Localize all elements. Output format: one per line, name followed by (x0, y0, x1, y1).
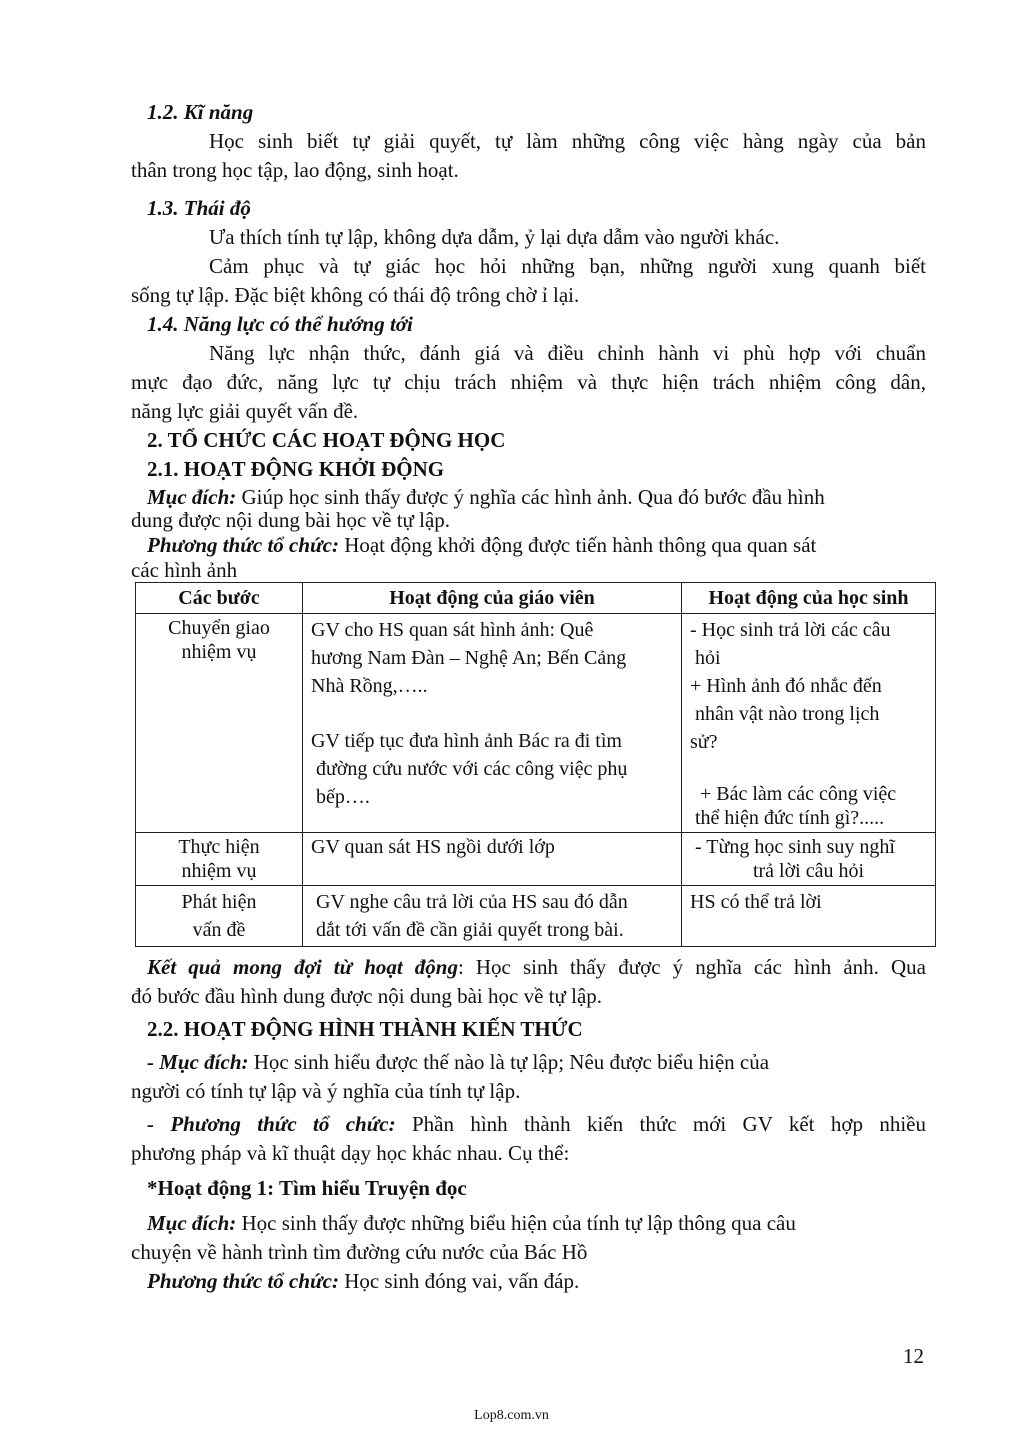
column-header: Hoạt động của giáo viên (303, 583, 682, 614)
method-paragraph: Phương thức tổ chức: Hoạt động khởi động được tiến hành thông qua quan sát (147, 533, 817, 557)
column-header: Các bước (136, 583, 303, 614)
purpose-label: Mục đích: (147, 1211, 237, 1235)
section-heading-1-2: 1.2. Kĩ năng (147, 100, 254, 124)
expected-result-label: Kết quả mong đợi từ hoạt động (147, 955, 458, 979)
paragraph-line: Học sinh biết tự giải quyết, tự làm những công việc hàng ngày của bản (209, 129, 926, 153)
expected-result-paragraph: Kết quả mong đợi từ hoạt động: Học sinh thấy được ý nghĩa các hình ảnh. Qua (147, 955, 926, 979)
activity-table (135, 582, 936, 947)
table-cell: HS có thể trả lời (682, 886, 936, 947)
footer-watermark: Lop8.com.vn (474, 1408, 549, 1423)
paragraph-line: đó bước đầu hình dung được nội dung bài học về tự lập. (131, 984, 603, 1008)
column-header: Hoạt động của học sinh (682, 583, 936, 614)
method-paragraph: - Phương thức tổ chức: Phần hình thành kiến thức mới GV kết hợp nhiều (147, 1112, 926, 1136)
section-heading-2-2: 2.2. HOẠT ĐỘNG HÌNH THÀNH KIẾN THỨC (147, 1017, 583, 1041)
method-label: Phương thức tổ chức: (147, 533, 339, 557)
section-heading-1-3: 1.3. Thái độ (147, 196, 251, 220)
activity-1-heading: *Hoạt động 1: Tìm hiểu Truyện đọc (147, 1176, 467, 1200)
document-page (131, 96, 926, 1296)
table-cell: Phát hiện vấn đề (136, 886, 303, 947)
paragraph-line: dung được nội dung bài học về tự lập. (131, 508, 451, 532)
paragraph-line: Cảm phục và tự giác học hỏi những bạn, những người xung quanh biết (209, 254, 926, 278)
purpose-label: - Mục đích: (147, 1050, 249, 1074)
paragraph-line: Ưa thích tính tự lập, không dựa dẫm, ỷ lại dựa dẫm vào người khác. (209, 225, 780, 249)
paragraph-line: các hình ảnh (131, 558, 238, 582)
purpose-paragraph: Mục đích: Học sinh thấy được những biểu hiện của tính tự lập thông qua câu (147, 1211, 796, 1235)
purpose-paragraph: - Mục đích: Học sinh hiểu được thế nào là tự lập; Nêu được biểu hiện của (147, 1050, 770, 1074)
paragraph-line: người có tính tự lập và ý nghĩa của tính tự lập. (131, 1079, 521, 1103)
paragraph-line: mực đạo đức, năng lực tự chịu trách nhiệm và thực hiện trách nhiệm công dân, (131, 370, 926, 394)
table-cell: - Từng học sinh suy nghĩ trả lời câu hỏi (682, 833, 936, 886)
paragraph-line: sống tự lập. Đặc biệt không có thái độ trông chờ ỉ lại. (131, 283, 580, 307)
paragraph-line: phương pháp và kĩ thuật dạy học khác nhau. Cụ thể: (131, 1141, 570, 1165)
paragraph-line: chuyện về hành trình tìm đường cứu nước của Bác Hồ (131, 1240, 588, 1264)
method-label: Phương thức tổ chức: (147, 1269, 339, 1293)
table-cell: GV cho HS quan sát hình ảnh: Quê hương Nam Đàn – Nghệ An; Bến Cảng Nhà Rồng,….. GV tiếp tục đưa hình ảnh Bác ra đi tìm đường cứu nước với các công việc phụ bếp…. (303, 614, 682, 833)
table-header-row (136, 583, 936, 614)
table-cell: Chuyển giao nhiệm vụ (136, 614, 303, 833)
page-number: 12 (903, 1344, 924, 1368)
table-row (136, 833, 936, 886)
section-heading-1-4: 1.4. Năng lực có thể hướng tới (147, 312, 413, 336)
section-heading-2-1: 2.1. HOẠT ĐỘNG KHỞI ĐỘNG (147, 457, 445, 481)
table-row (136, 886, 936, 947)
purpose-paragraph: Mục đích: Giúp học sinh thấy được ý nghĩa các hình ảnh. Qua đó bước đầu hình (147, 485, 825, 509)
table-cell: Thực hiện nhiệm vụ (136, 833, 303, 886)
table-cell: GV nghe câu trả lời của HS sau đó dẫn dắt tới vấn đề cần giải quyết trong bài. (303, 886, 682, 947)
table-cell: - Học sinh trả lời các câu hỏi + Hình ảnh đó nhắc đến nhân vật nào trong lịch sử? + Bác làm các công việc thể hiện đức tính gì?..... (682, 614, 936, 833)
paragraph-line: năng lực giải quyết vấn đề. (131, 399, 359, 423)
section-heading-2: 2. TỔ CHỨC CÁC HOẠT ĐỘNG HỌC (147, 428, 506, 452)
method-label: - Phương thức tổ chức: (147, 1112, 396, 1136)
table-row (136, 614, 936, 833)
paragraph-line: thân trong học tập, lao động, sinh hoạt. (131, 158, 459, 182)
purpose-label: Mục đích: (147, 485, 237, 509)
table-cell: GV quan sát HS ngồi dưới lớp (303, 833, 682, 886)
method-paragraph: Phương thức tổ chức: Học sinh đóng vai, vấn đáp. (147, 1269, 580, 1293)
paragraph-line: Năng lực nhận thức, đánh giá và điều chỉnh hành vi phù hợp với chuẩn (209, 341, 926, 365)
